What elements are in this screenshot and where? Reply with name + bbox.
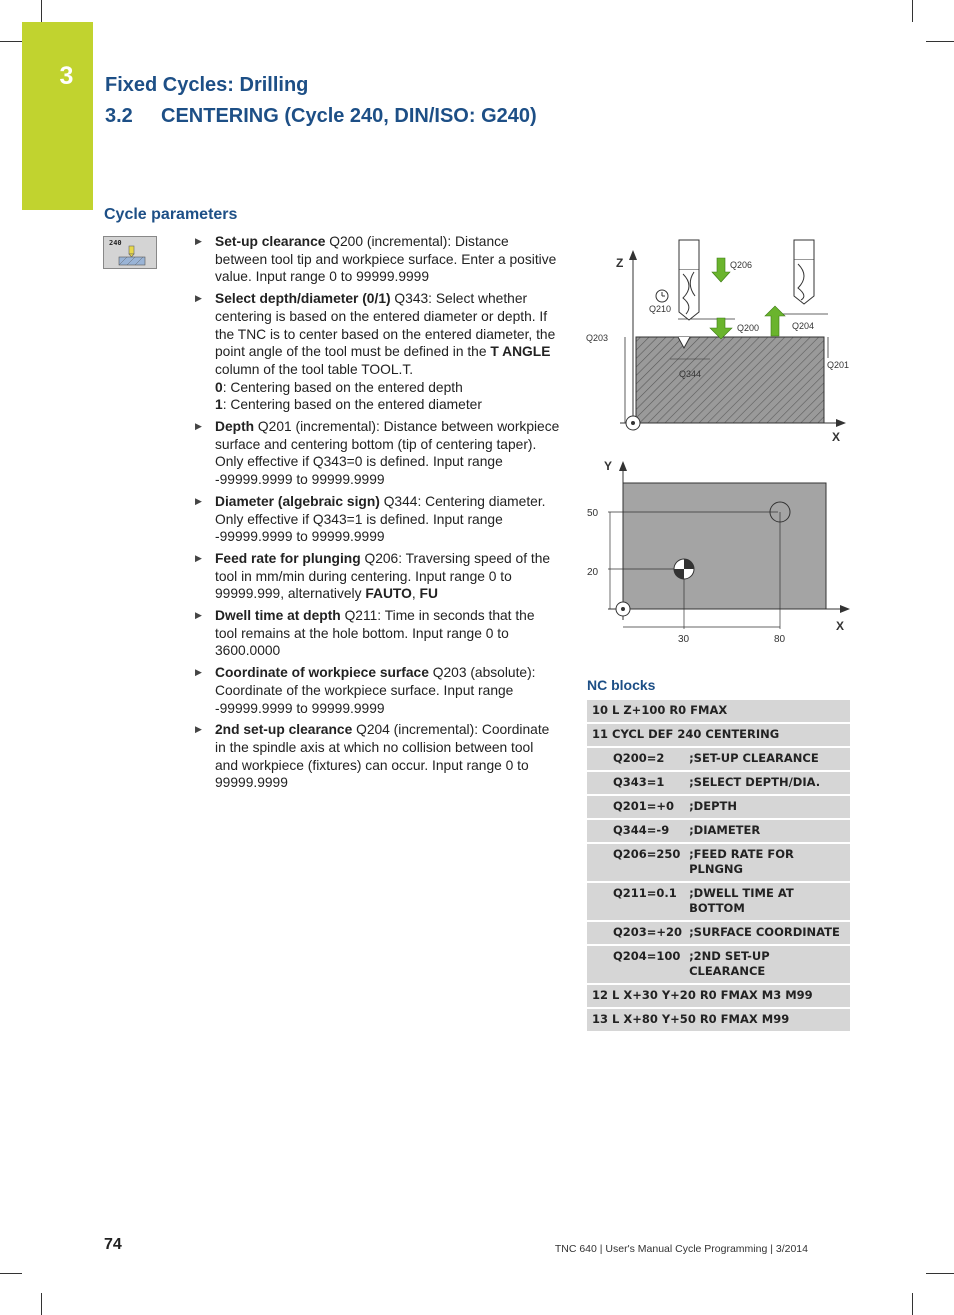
x-axis-arrowhead bbox=[840, 605, 850, 613]
nc-line-text: 13 L X+80 Y+50 R0 FMAX M99 bbox=[587, 1008, 850, 1032]
label-q200: Q200 bbox=[737, 323, 760, 333]
nc-param-row bbox=[587, 819, 850, 843]
param-name: Select depth/diameter (0/1) bbox=[215, 291, 391, 307]
z-axis-label: Z bbox=[616, 256, 624, 270]
param-text: column of the tool table TOOL.T. bbox=[215, 361, 414, 377]
crop-mark bbox=[41, 1293, 42, 1315]
param-keyword: FAUTO bbox=[365, 586, 412, 602]
bullet-arrow-icon: ▶ bbox=[195, 552, 202, 563]
datum-symbol-center bbox=[631, 421, 635, 425]
nc-line-text: 10 L Z+100 R0 FMAX bbox=[587, 700, 850, 723]
feed-arrow-icon bbox=[712, 258, 730, 282]
nc-param-row bbox=[587, 921, 850, 945]
chapter-tab bbox=[22, 22, 93, 210]
crop-mark bbox=[912, 1293, 913, 1315]
nc-param-comment: ;DEPTH bbox=[687, 795, 850, 819]
param-text: Q344: Centering diameter. Only effective if Q343=1 is defined. Input range -99999.9999 to 99999.9999 bbox=[215, 493, 546, 545]
param-text: Q204 (incremental): Coordinate in the spindle axis at which no collision between tool and workpiece (fixtures) can occur. Input range 0 to 99999.9999 bbox=[215, 722, 550, 791]
param-text: Q211: Time in seconds that the tool remains at the hole bottom. Input range 0 to 3600.0000 bbox=[215, 608, 535, 659]
label-q344: Q344 bbox=[679, 369, 702, 379]
x-axis-arrowhead bbox=[836, 419, 846, 427]
label-q206: Q206 bbox=[730, 260, 753, 270]
nc-param-row bbox=[587, 747, 850, 771]
nc-line bbox=[587, 723, 850, 747]
param-text: Q200 (incremental): Distance between tool tip and workpiece surface. Enter a positive value. Input range 0 to 99999.9999 bbox=[215, 234, 557, 285]
nc-blocks-heading: NC blocks bbox=[587, 677, 656, 693]
nc-param-value: Q344=-9 bbox=[587, 819, 687, 843]
label-q204: Q204 bbox=[792, 321, 815, 331]
chapter-title: Fixed Cycles: Drilling bbox=[105, 74, 309, 96]
nc-blocks-table bbox=[587, 700, 850, 1033]
tick-x80: 80 bbox=[774, 634, 786, 645]
softkey-label: 240 bbox=[109, 239, 122, 247]
param-text: Q343: Select whether centering is based on the entered diameter or depth. If the TNC is to center based on the entered diameter, the point angle of the tool must be defined in the bbox=[215, 291, 556, 360]
param-item bbox=[194, 493, 560, 546]
label-q203: Q203 bbox=[586, 333, 609, 343]
section-title bbox=[105, 105, 537, 128]
crop-mark bbox=[926, 41, 954, 42]
param-name: Depth bbox=[215, 419, 255, 435]
nc-param-value: Q203=+20 bbox=[587, 921, 687, 945]
nc-line bbox=[587, 1008, 850, 1032]
z-axis-arrowhead bbox=[629, 250, 637, 260]
top-view-diagram bbox=[580, 454, 860, 650]
nc-param-value: Q211=0.1 bbox=[587, 882, 687, 921]
nc-param-value: Q343=1 bbox=[587, 771, 687, 795]
nc-param-row bbox=[587, 882, 850, 921]
bullet-arrow-icon: ▶ bbox=[195, 667, 202, 678]
bullet-arrow-icon: ▶ bbox=[195, 610, 202, 621]
nc-param-comment: ;DWELL TIME AT BOTTOM bbox=[687, 882, 850, 921]
clearance-arrow-icon bbox=[710, 318, 732, 339]
side-view-diagram bbox=[580, 236, 860, 448]
cycle-240-softkey-icon bbox=[103, 236, 157, 269]
param-text: Q206: Traversing speed of the tool in mm/min during centering. Input range 0 to 99999.999, alternatively bbox=[215, 550, 551, 602]
retract-arrow-icon bbox=[765, 306, 785, 336]
param-item bbox=[194, 721, 560, 792]
nc-param-row bbox=[587, 843, 850, 882]
nc-param-comment: ;SET-UP CLEARANCE bbox=[687, 747, 850, 771]
param-item bbox=[194, 664, 560, 717]
nc-param-value: Q206=250 bbox=[587, 843, 687, 882]
label-q210: Q210 bbox=[649, 304, 672, 314]
section-title-text: CENTERING (Cycle 240, DIN/ISO: G240) bbox=[161, 105, 537, 127]
chapter-number: 3 bbox=[59, 62, 74, 90]
param-name: Diameter (algebraic sign) bbox=[215, 493, 380, 509]
centering-symbol-icon bbox=[104, 237, 158, 270]
param-item bbox=[194, 550, 560, 603]
crop-mark bbox=[926, 1273, 954, 1274]
y-axis-arrowhead bbox=[619, 461, 627, 471]
option-text: : Centering based on the entered diameter bbox=[222, 397, 482, 413]
param-text: Q203 (absolute): Coordinate of the workpiece surface. Input range -99999.9999 to 99999.9999 bbox=[215, 665, 536, 716]
tick-y20: 20 bbox=[587, 567, 599, 578]
param-item bbox=[194, 418, 560, 489]
drill-tool-icon bbox=[794, 240, 814, 304]
param-name: Feed rate for plunging bbox=[215, 550, 361, 566]
nc-param-comment: ;DIAMETER bbox=[687, 819, 850, 843]
nc-param-value: Q200=2 bbox=[587, 747, 687, 771]
x-axis-label: X bbox=[836, 619, 845, 633]
crop-mark bbox=[0, 1273, 22, 1274]
page-number: 74 bbox=[104, 1236, 122, 1253]
label-q201: Q201 bbox=[827, 360, 850, 370]
nc-param-row bbox=[587, 771, 850, 795]
param-name: Dwell time at depth bbox=[215, 608, 341, 624]
nc-param-comment: ;2ND SET-UP CLEARANCE bbox=[687, 945, 850, 984]
nc-param-row bbox=[587, 945, 850, 984]
tick-y50: 50 bbox=[587, 508, 599, 519]
nc-param-comment: ;SELECT DEPTH/DIA. bbox=[687, 771, 850, 795]
nc-param-value: Q201=+0 bbox=[587, 795, 687, 819]
nc-line-text: 11 CYCL DEF 240 CENTERING bbox=[587, 723, 850, 747]
drill-tool-icon bbox=[679, 240, 699, 320]
param-separator: , bbox=[411, 586, 420, 602]
option-key: 0 bbox=[215, 379, 223, 395]
param-item bbox=[194, 290, 560, 414]
x-axis-label: X bbox=[832, 430, 841, 444]
nc-line bbox=[587, 984, 850, 1008]
crop-mark bbox=[0, 41, 22, 42]
param-name: 2nd set-up clearance bbox=[215, 722, 353, 738]
param-keyword: FU bbox=[419, 586, 438, 602]
workpiece-hatch bbox=[636, 337, 824, 423]
cycle-parameters-heading: Cycle parameters bbox=[104, 206, 238, 223]
nc-param-value: Q204=100 bbox=[587, 945, 687, 984]
nc-line-text: 12 L X+30 Y+20 R0 FMAX M3 M99 bbox=[587, 984, 850, 1008]
tick-x30: 30 bbox=[678, 634, 690, 645]
bullet-arrow-icon: ▶ bbox=[195, 724, 202, 735]
workpiece bbox=[623, 483, 826, 609]
param-item bbox=[194, 607, 560, 660]
footer-text: TNC 640 | User's Manual Cycle Programming | 3/2014 bbox=[554, 1243, 808, 1255]
bullet-arrow-icon: ▶ bbox=[195, 495, 202, 506]
crop-mark bbox=[41, 0, 42, 22]
parameter-list bbox=[194, 233, 560, 796]
bullet-arrow-icon: ▶ bbox=[195, 421, 202, 432]
param-text: Q201 (incremental): Distance between workpiece surface and centering bottom (tip of centering taper). Only effective if Q343=0 is defined. Input range -99999.9999 to 99999.9999 bbox=[215, 419, 560, 488]
nc-param-comment: ;SURFACE COORDINATE bbox=[687, 921, 850, 945]
param-item bbox=[194, 233, 560, 286]
nc-param-comment: ;FEED RATE FOR PLNGNG bbox=[687, 843, 850, 882]
nc-line bbox=[587, 700, 850, 723]
param-keyword: T ANGLE bbox=[490, 344, 551, 360]
nc-param-row bbox=[587, 795, 850, 819]
option-key: 1 bbox=[215, 397, 223, 413]
y-axis-label: Y bbox=[604, 459, 613, 473]
param-name: Set-up clearance bbox=[215, 234, 326, 249]
crop-mark bbox=[912, 0, 913, 22]
section-number: 3.2 bbox=[105, 105, 133, 127]
bullet-arrow-icon: ▶ bbox=[195, 236, 202, 246]
bullet-arrow-icon: ▶ bbox=[195, 293, 202, 304]
datum-symbol-center bbox=[621, 607, 625, 611]
option-text: : Centering based on the entered depth bbox=[222, 379, 463, 395]
param-name: Coordinate of workpiece surface bbox=[215, 665, 429, 681]
